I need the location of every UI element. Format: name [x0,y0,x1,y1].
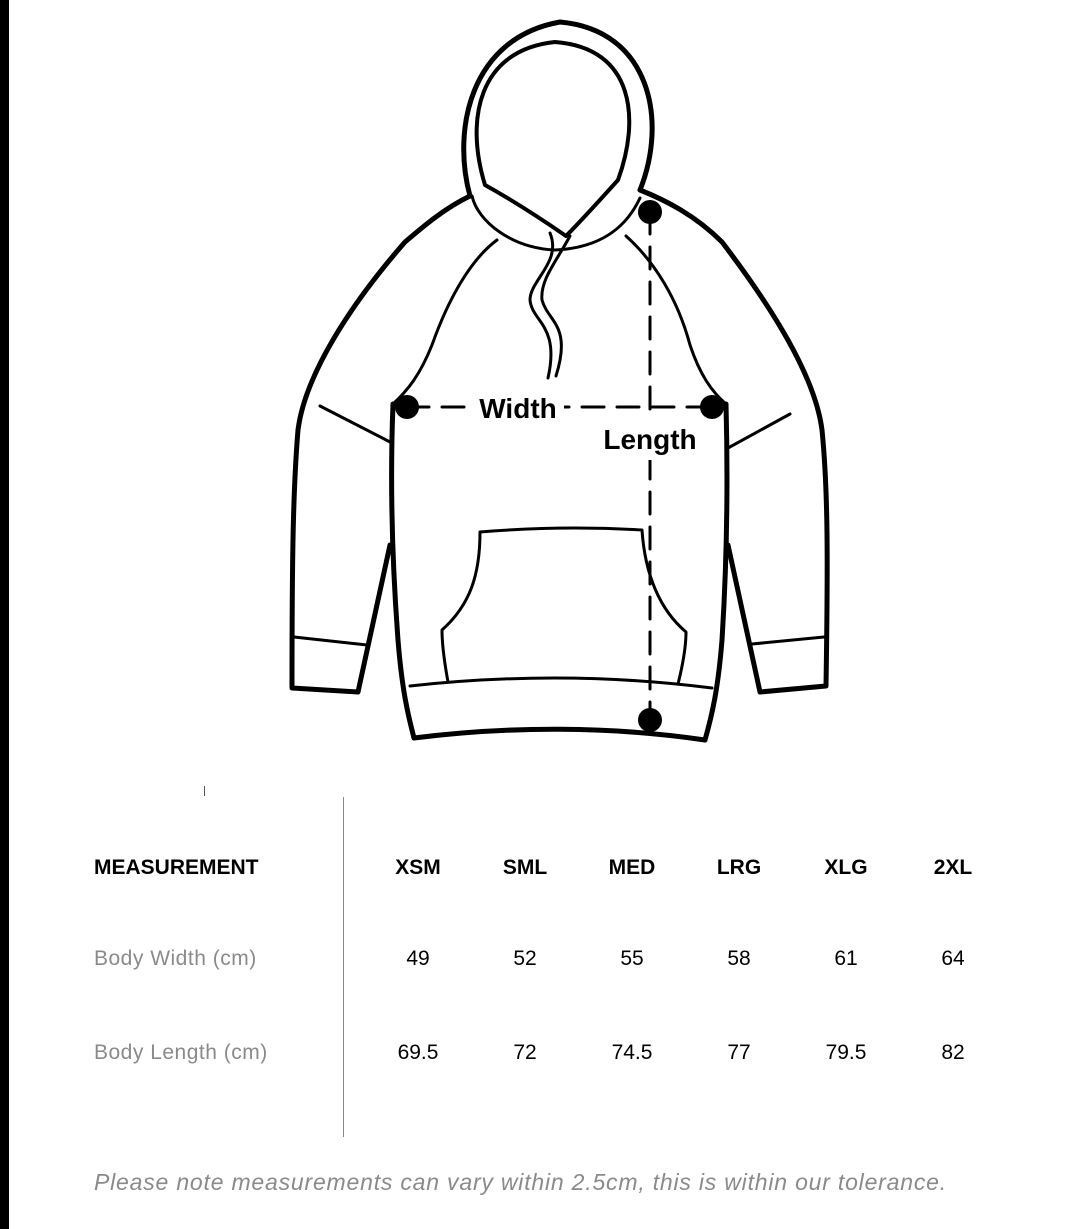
hood-outline [464,22,652,196]
left-raglan-seam [393,240,497,404]
table-cell: 61 [834,947,858,970]
row-label-body-width: Body Width (cm) [94,947,257,970]
width-label: Width [479,393,557,424]
table-cell: 52 [513,947,537,970]
measurement-header: MEASUREMENT [94,856,259,879]
size-header: 2XL [933,856,973,879]
right-cuff [752,637,824,644]
length-dot-bottom [638,708,662,732]
left-underarm [320,406,392,443]
hood-base [472,196,640,250]
table-tick-mark [204,786,205,796]
size-header: SML [502,856,548,879]
size-header: XLG [824,856,868,879]
tolerance-note: Please note measurements can vary within 2.5cm, this is within our tolerance. [94,1169,947,1195]
table-divider [343,797,344,1137]
body-right-side [705,404,727,740]
length-label: Length [603,424,697,455]
size-header: LRG [716,856,762,879]
table-cell: 82 [941,1041,965,1064]
right-raglan-seam [626,236,726,404]
width-dot-left [395,395,419,419]
drawstring-right [542,236,570,376]
left-cuff [294,637,367,645]
table-cell: 69.5 [397,1041,439,1064]
table-cell: 58 [727,947,751,970]
right-underarm [728,414,790,448]
drawstring-left [530,233,553,378]
width-dot-right [700,395,724,419]
hem-bottom [414,729,705,740]
table-cell: 79.5 [825,1041,867,1064]
size-header: XSM [395,856,441,879]
table-cell: 74.5 [611,1041,653,1064]
table-cell: 49 [406,947,430,970]
left-sleeve-outline [292,196,470,692]
table-cell: 55 [620,947,644,970]
table-cell: 77 [727,1041,751,1064]
body-left-side [392,404,414,738]
length-dot-top [638,200,662,224]
table-cell: 64 [941,947,965,970]
table-cell: 72 [513,1041,537,1064]
size-header: MED [608,856,656,879]
row-label-body-length: Body Length (cm) [94,1041,268,1064]
hem-top [410,678,712,688]
hood-opening [477,42,630,236]
